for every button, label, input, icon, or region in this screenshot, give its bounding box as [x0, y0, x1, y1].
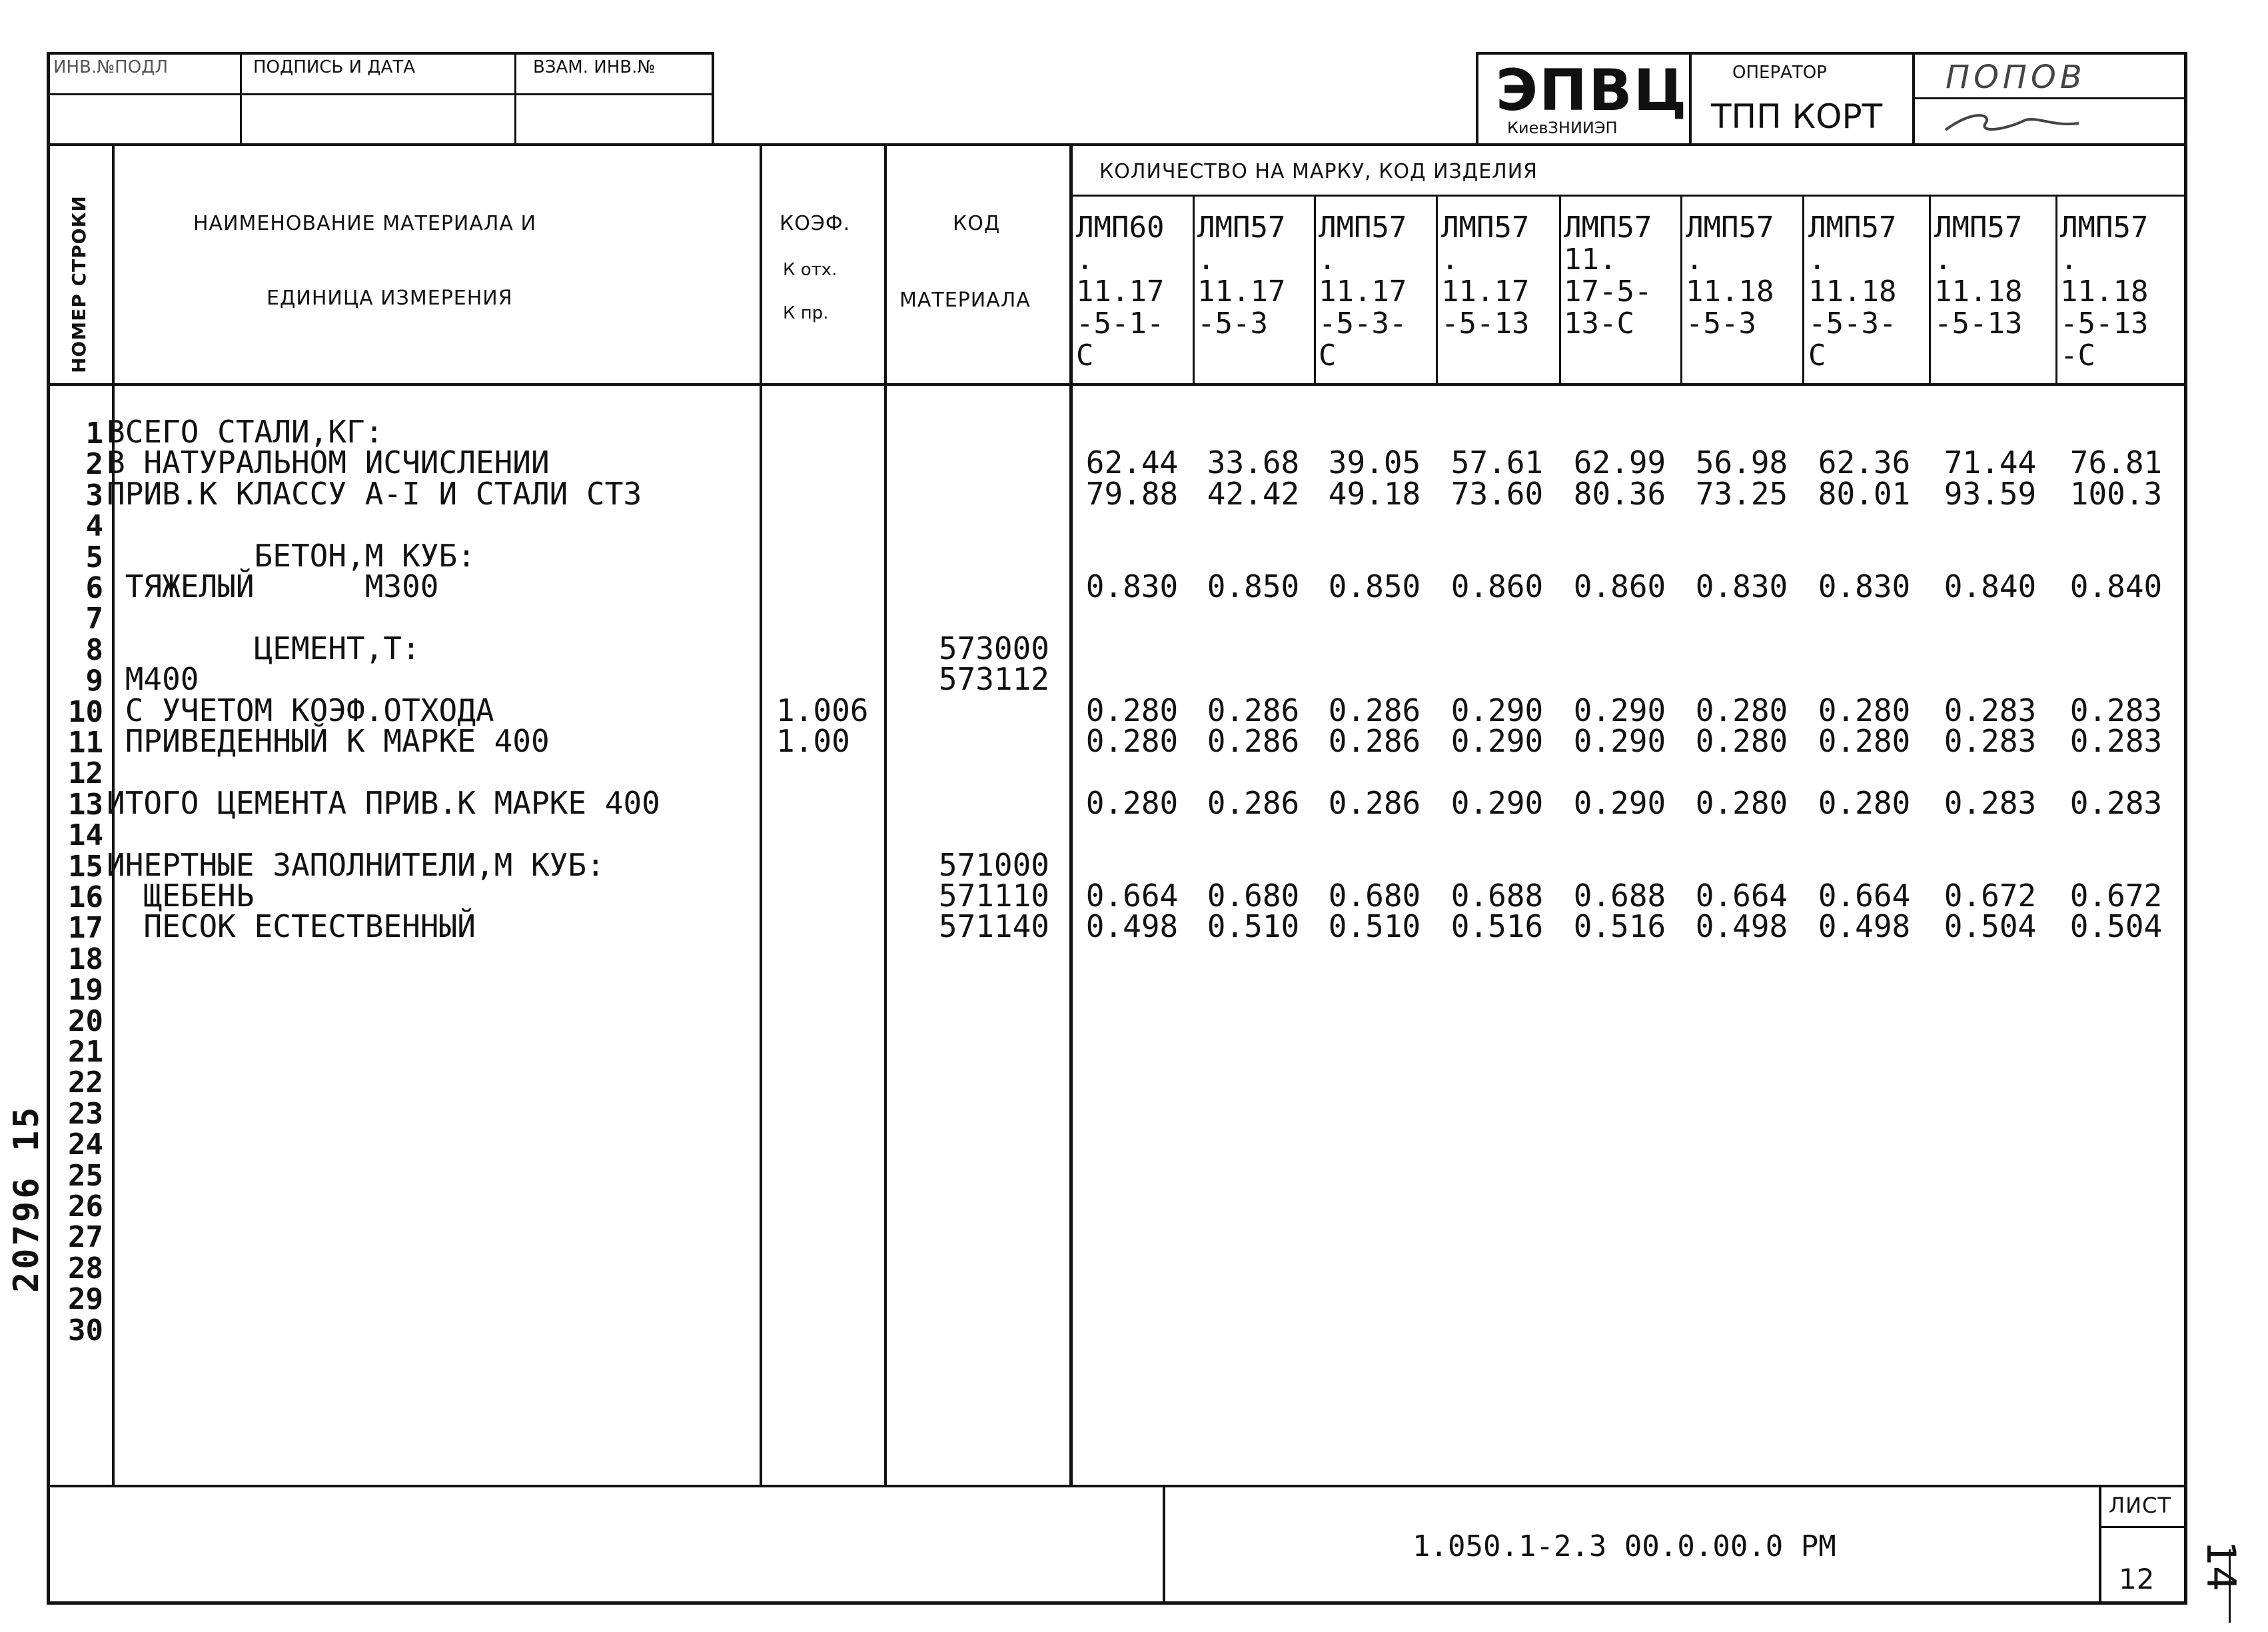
product-code: ЛМП57 . 11.18 -5-3- С [1808, 211, 1897, 373]
row-number: 12 [68, 756, 103, 791]
row-number: 22 [68, 1066, 103, 1100]
row-koef: 1.00 [776, 723, 850, 759]
sign-label: ПОДПИСЬ И ДАТА [253, 57, 416, 77]
material-code: 571110 [938, 878, 1049, 914]
quantity-cell: 0.850 [1328, 568, 1421, 604]
row-description: ИТОГО ЦЕМЕНТА ПРИВ.К МАРКЕ 400 [107, 784, 660, 821]
vzam-label: ВЗАМ. ИНВ.№ [533, 57, 656, 77]
row-number: 15 [68, 849, 103, 884]
row-number: 18 [68, 942, 103, 976]
row-description: ПРИВЕДЕННЫЙ К МАРКЕ 400 [107, 723, 550, 759]
quantity-cell: 0.290 [1450, 784, 1544, 821]
row-number: 10 [68, 694, 103, 729]
quantity-cell: 0.688 [1573, 878, 1666, 914]
quantity-cell: 0.840 [1944, 568, 2037, 604]
koef-header-line1: КОЭФ. [780, 212, 851, 235]
quantity-cell: 39.05 [1328, 444, 1421, 481]
quantity-cell: 93.59 [1944, 475, 2037, 512]
quantity-cell: 0.280 [1695, 784, 1788, 821]
quantity-cell: 0.850 [1207, 568, 1300, 604]
system-name: ТПП КОРТ [1711, 97, 1883, 136]
row-number: 7 [85, 602, 103, 636]
quantity-cell: 0.286 [1328, 692, 1421, 728]
row-description: ПЕСОК ЕСТЕСТВЕННЫЙ [107, 908, 476, 945]
row-koef: 1.006 [776, 692, 869, 728]
quantity-cell: 0.280 [1818, 784, 1911, 821]
quantity-cell: 0.286 [1207, 692, 1300, 728]
quantity-cell: 0.283 [1944, 784, 2037, 821]
quantity-cell: 0.283 [1944, 723, 2037, 759]
row-description: ПРИВ.К КЛАССУ А-I И СТАЛИ СТ3 [107, 475, 642, 512]
row-description: С УЧЕТОМ КОЭФ.ОТХОДА [107, 692, 494, 728]
row-number: 21 [68, 1035, 103, 1069]
quantity-cell: 0.510 [1328, 908, 1421, 945]
quantity-cell: 0.283 [2069, 692, 2163, 728]
row-description: ЦЕМЕНТ,Т: [107, 630, 420, 666]
frame-right [2184, 52, 2187, 1605]
quantity-cell: 62.44 [1085, 444, 1179, 481]
row-number: 25 [68, 1158, 103, 1193]
quantity-cell: 56.98 [1695, 444, 1788, 481]
quantity-cell: 0.664 [1085, 878, 1179, 914]
row-number: 17 [68, 911, 103, 946]
frame-left [47, 52, 50, 1605]
quantity-cell: 0.672 [2069, 878, 2163, 914]
material-code: 573112 [938, 661, 1049, 698]
quantity-cell: 0.504 [2069, 908, 2163, 945]
row-number: 13 [68, 787, 103, 822]
quantity-cell: 0.283 [1944, 692, 2037, 728]
quantity-cell: 0.280 [1695, 692, 1788, 728]
quantity-cell: 0.280 [1085, 692, 1179, 728]
row-number: 14 [68, 818, 103, 853]
quantity-cell: 0.498 [1695, 908, 1788, 945]
operator-signature [1932, 103, 2092, 143]
quantity-cell: 100.3 [2069, 475, 2163, 512]
quantity-cell: 0.516 [1450, 908, 1544, 945]
row-number: 3 [85, 478, 103, 512]
sheet-label: ЛИСТ [2109, 1493, 2171, 1518]
row-description: ВСЕГО СТАЛИ,КГ: [107, 414, 384, 450]
row-number: 1 [85, 416, 103, 450]
row-number: 23 [68, 1096, 103, 1131]
quantity-cell: 33.68 [1207, 444, 1300, 481]
quantity-cell: 0.510 [1207, 908, 1300, 945]
quantity-cell: 0.688 [1450, 878, 1544, 914]
quantity-cell: 0.286 [1328, 784, 1421, 821]
row-number: 6 [85, 571, 103, 605]
quantity-cell: 0.830 [1818, 568, 1911, 604]
row-number: 5 [85, 540, 103, 574]
operator-label: ОПЕРАТОР [1732, 63, 1827, 83]
row-number: 9 [85, 664, 103, 698]
quantity-cell: 42.42 [1207, 475, 1300, 512]
frame-top [47, 52, 714, 55]
name-header-line1: НАИМЕНОВАНИЕ МАТЕРИАЛА И [193, 212, 536, 235]
quantity-cell: 49.18 [1328, 475, 1421, 512]
quantity-cell: 57.61 [1450, 444, 1544, 481]
name-header-line2: ЕДИНИЦА ИЗМЕРЕНИЯ [267, 287, 513, 310]
quantity-cell: 80.36 [1573, 475, 1666, 512]
quantity-cell: 0.504 [1944, 908, 2037, 945]
product-code: ЛМП60 . 11.17 -5-1- С [1076, 211, 1165, 373]
operator-name: ПОПОВ [1946, 59, 2086, 96]
quantity-cell: 0.680 [1207, 878, 1300, 914]
material-code: 571000 [938, 846, 1049, 883]
document-code: 1.050.1-2.3 00.0.00.0 РМ [1413, 1529, 1836, 1563]
org-sub: КиевЗНИИЭП [1507, 119, 1618, 137]
quantity-cell: 76.81 [2069, 444, 2163, 481]
row-number: 19 [68, 973, 103, 1008]
koef-header-line3: К пр. [783, 303, 829, 323]
quantity-cell: 0.664 [1695, 878, 1788, 914]
quantity-cell: 0.286 [1207, 784, 1300, 821]
row-description: ЩЕБЕНЬ [107, 878, 255, 914]
quantity-cell: 0.280 [1818, 692, 1911, 728]
quantity-cell: 0.840 [2069, 568, 2163, 604]
quantity-cell: 0.286 [1207, 723, 1300, 759]
quantity-cell: 0.280 [1085, 784, 1179, 821]
row-number: 26 [68, 1190, 103, 1224]
quantity-cell: 0.290 [1573, 692, 1666, 728]
row-number-header: НОМЕР СТРОКИ [68, 195, 90, 373]
row-number: 30 [68, 1313, 103, 1347]
quantity-cell: 0.830 [1695, 568, 1788, 604]
row-number: 4 [85, 509, 103, 544]
product-code: ЛМП57 . 11.18 -5-13 -С [2060, 211, 2149, 373]
row-number: 27 [68, 1220, 103, 1255]
quantity-cell: 0.860 [1573, 568, 1666, 604]
quantity-cell: 0.860 [1450, 568, 1544, 604]
code-header-line1: КОД [953, 212, 1001, 235]
row-description: ИНЕРТНЫЕ ЗАПОЛНИТЕЛИ,М КУБ: [107, 846, 605, 883]
quantity-cell: 0.283 [2069, 723, 2163, 759]
product-code: ЛМП57 . 11.18 -5-3 [1686, 211, 1774, 341]
row-description: БЕТОН,М КУБ: [107, 537, 476, 574]
product-code: ЛМП57 . 11.17 -5-3 [1197, 211, 1286, 341]
product-code: ЛМП57 . 11.18 -5-13 [1934, 211, 2023, 341]
quantity-cell: 0.680 [1328, 878, 1421, 914]
row-number: 24 [68, 1128, 103, 1162]
row-description: В НАТУРАЛЬНОМ ИСЧИСЛЕНИИ [107, 444, 550, 481]
quantity-cell: 0.286 [1328, 723, 1421, 759]
frame-bottom [47, 1601, 2185, 1605]
quantity-cell: 0.290 [1573, 723, 1666, 759]
material-code: 571140 [938, 908, 1049, 945]
quantity-cell: 80.01 [1818, 475, 1911, 512]
quantity-cell: 0.516 [1573, 908, 1666, 945]
org-name: ЭПВЦ [1496, 57, 1688, 124]
product-code: ЛМП57 . 11.17 -5-3- С [1319, 211, 1407, 373]
koef-header-line2: К отх. [783, 260, 838, 280]
product-code: ЛМП57 . 11.17 -5-13 [1441, 211, 1530, 341]
quantity-cell: 0.290 [1450, 723, 1544, 759]
sheet-number: 12 [2119, 1563, 2155, 1595]
row-description: М400 [107, 661, 199, 698]
quantity-cell: 62.36 [1818, 444, 1911, 481]
quantity-cell: 0.283 [2069, 784, 2163, 821]
row-number: 8 [85, 632, 103, 667]
quantity-cell: 0.280 [1695, 723, 1788, 759]
quantity-cell: 73.25 [1695, 475, 1788, 512]
quantity-cell: 0.290 [1573, 784, 1666, 821]
row-number: 11 [68, 726, 103, 760]
row-number: 20 [68, 1004, 103, 1038]
quantity-cell: 73.60 [1450, 475, 1544, 512]
quantity-cell: 0.672 [1944, 878, 2037, 914]
quantity-cell: 79.88 [1085, 475, 1179, 512]
row-number: 2 [85, 447, 103, 482]
quantity-cell: 0.280 [1818, 723, 1911, 759]
row-description: ТЯЖЕЛЫЙ М300 [107, 568, 439, 604]
quantity-cell: 0.664 [1818, 878, 1911, 914]
quantity-cell: 0.280 [1085, 723, 1179, 759]
quantity-cell: 0.830 [1085, 568, 1179, 604]
quantity-cell: 71.44 [1944, 444, 2037, 481]
row-number: 29 [68, 1282, 103, 1317]
row-number: 28 [68, 1251, 103, 1285]
material-code: 573000 [938, 630, 1049, 666]
page-number-margin: 14 [2197, 1540, 2245, 1592]
product-code: ЛМП57 11. 17-5- 13-С [1564, 211, 1652, 341]
row-number: 16 [68, 880, 103, 914]
quantity-cell: 0.498 [1818, 908, 1911, 945]
quantity-cell: 0.498 [1085, 908, 1179, 945]
archive-stamp: 20796 15 [7, 1104, 47, 1293]
code-header-line2: МАТЕРИАЛА [899, 289, 1031, 312]
quantity-cell: 0.290 [1450, 692, 1544, 728]
qty-header: КОЛИЧЕСТВО НА МАРКУ, КОД ИЗДЕЛИЯ [1099, 160, 1538, 183]
inv-label: ИНВ.№ПОДЛ [53, 57, 169, 77]
quantity-cell: 62.99 [1573, 444, 1666, 481]
